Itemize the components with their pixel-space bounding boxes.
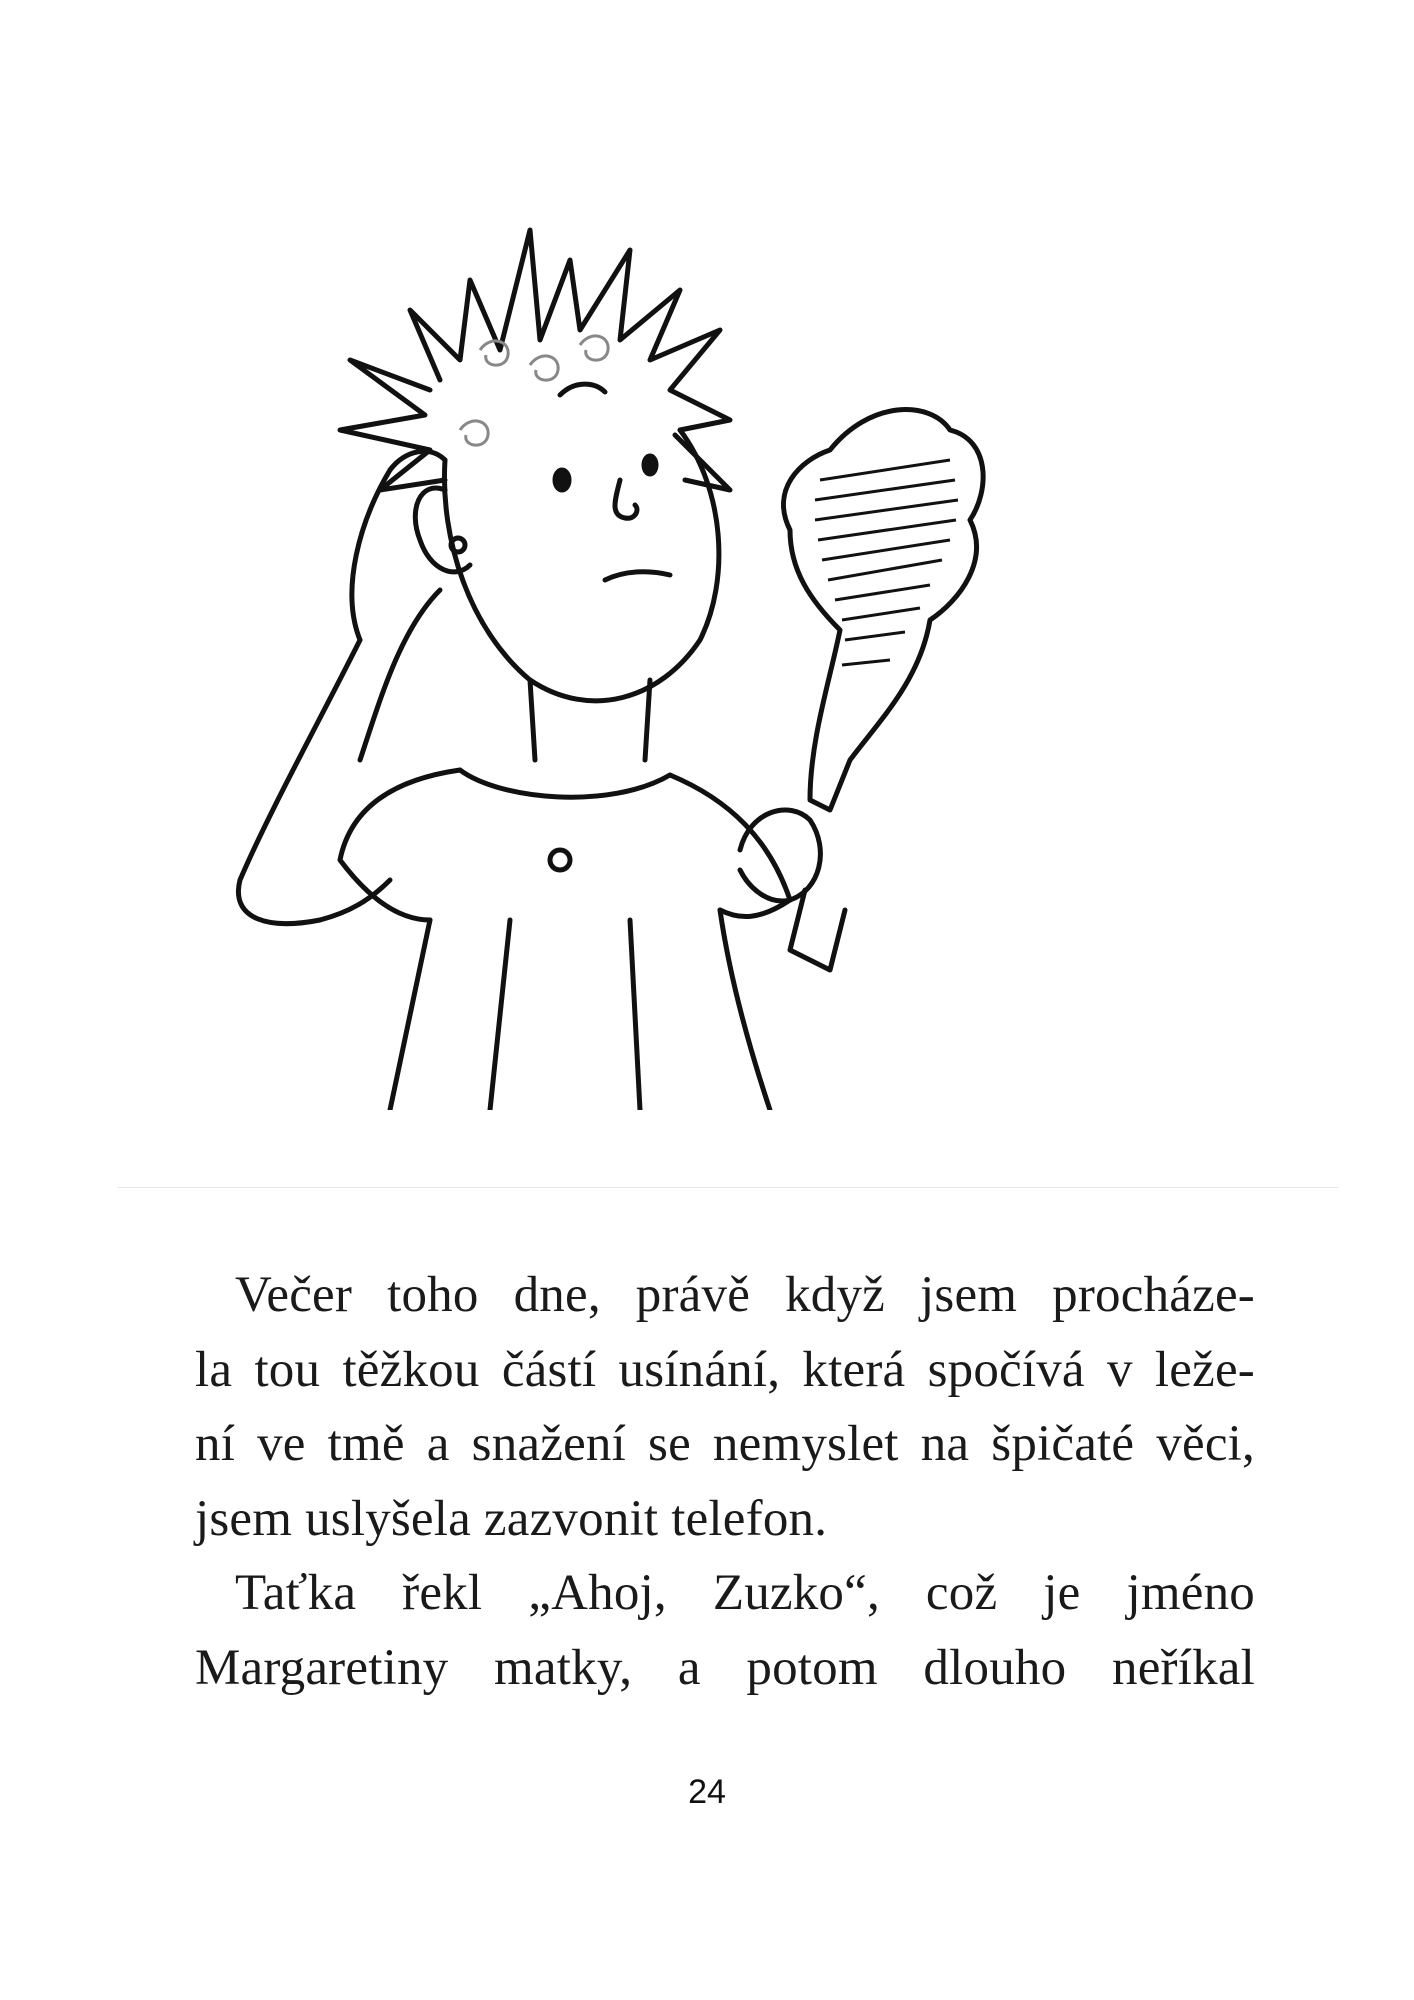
text-line: ní ve tmě a snažení se nemyslet na špičaté věci, [195,1416,1255,1472]
girl-with-mirror-icon [230,160,1110,1110]
body-text [195,1258,1255,1705]
text-line: la tou těžkou částí usínání, která spočívá v leže- [195,1341,1255,1398]
text-line: Taťka řekl „Ahoj, Zuzko“, což je jméno [235,1565,1255,1621]
page-number: 24 [688,1773,726,1811]
text-line: Večer toho dne, právě když jsem procháze- [235,1267,1255,1323]
text-line: jsem uslyšela zazvonit telefon. [195,1490,828,1547]
girl-with-mirror-illustration [230,160,1110,1110]
text-line: Margaretiny matky, a potom dlouho neříkal [195,1639,1255,1696]
section-divider [118,1187,1338,1188]
